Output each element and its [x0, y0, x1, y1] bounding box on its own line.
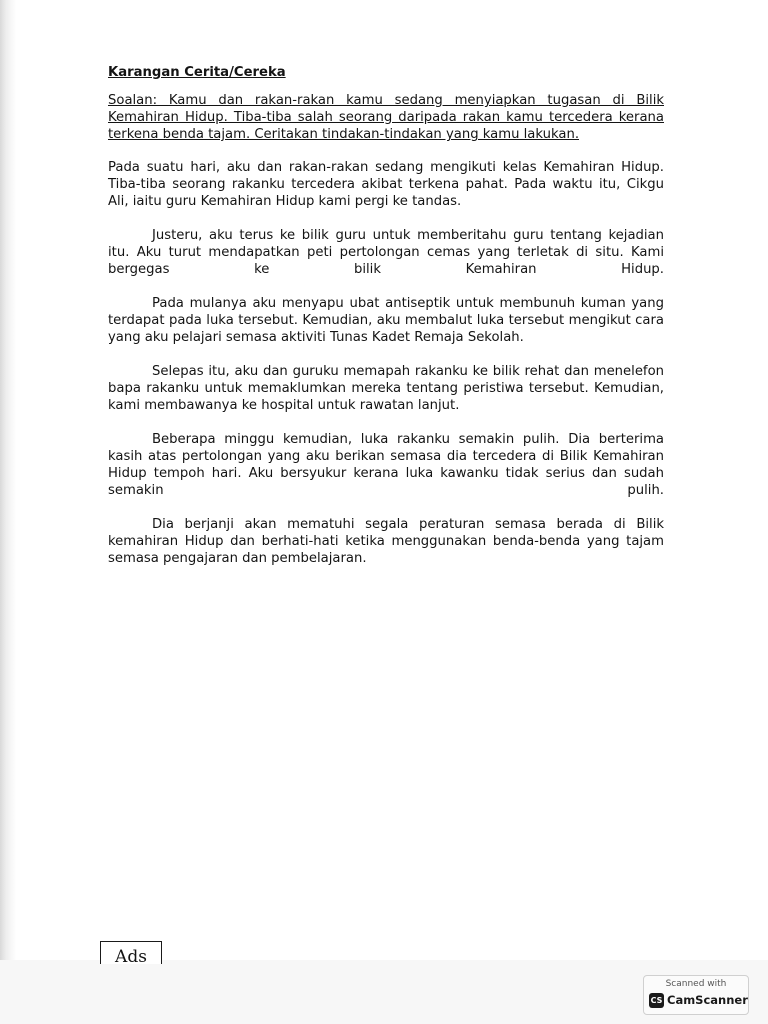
paragraph-6: Dia berjanji akan mematuhi segala peraturan semasa berada di Bilik kemahiran Hidup dan berhati-hati ketika menggunakan benda-benda yang tajam semasa pengajaran dan pembelajaran.: [108, 517, 664, 566]
page-label-text: Ads: [115, 947, 147, 964]
page-label-box: [100, 941, 162, 964]
watermark-caption: Scanned with: [665, 979, 727, 989]
camscanner-watermark: [643, 975, 749, 1015]
watermark-brand: CamScanner: [667, 993, 748, 1007]
paragraph-4: Selepas itu, aku dan guruku memapah rakanku ke bilik rehat dan menelefon bapa rakanku untuk memaklumkan mereka tentang peristiwa tersebut. Kemudian, kami membawanya ke hospital untuk rawatan lanjut.: [108, 364, 664, 413]
paragraph-5: Beberapa minggu kemudian, luka rakanku semakin pulih. Dia berterima kasih atas pertolongan yang aku berikan semasa dia tercedera di Bilik Kemahiran Hidup tempoh hari. Aku bersyukur kerana luka kawanku tidak serius dan sudah semakin pulih.: [108, 432, 664, 498]
paragraph-1: Pada suatu hari, aku dan rakan-rakan sedang mengikuti kelas Kemahiran Hidup. Tiba-tiba seorang rakanku tercedera akibat terkena pahat. Pada waktu itu, Cikgu Ali, iaitu guru Kemahiran Hidup kami pergi ke tandas.: [108, 160, 664, 209]
paragraph-3: Pada mulanya aku menyapu ubat antiseptik untuk membunuh kuman yang terdapat pada luka tersebut. Kemudian, aku membalut luka tersebut mengikut cara yang aku pelajari semasa aktiviti Tunas Kadet Remaja Sekolah.: [108, 296, 664, 345]
scan-shadow-edge: [0, 0, 16, 1024]
camscanner-logo-icon: CS: [649, 993, 664, 1008]
document-page: [108, 64, 664, 584]
document-title: Karangan Cerita/Cereka: [108, 65, 286, 80]
paragraph-2: Justeru, aku terus ke bilik guru untuk memberitahu guru tentang kejadian itu. Aku turut mendapatkan peti pertolongan cemas yang terletak di situ. Kami bergegas ke bilik Kemahiran Hidup.: [108, 228, 664, 277]
question-prompt: Soalan: Kamu dan rakan-rakan kamu sedang menyiapkan tugasan di Bilik Kemahiran Hidup. Tiba-tiba salah seorang daripada rakan kamu tercedera kerana terkena benda tajam. Ceritakan tindakan-tindakan yang kamu lakukan.: [108, 93, 664, 142]
